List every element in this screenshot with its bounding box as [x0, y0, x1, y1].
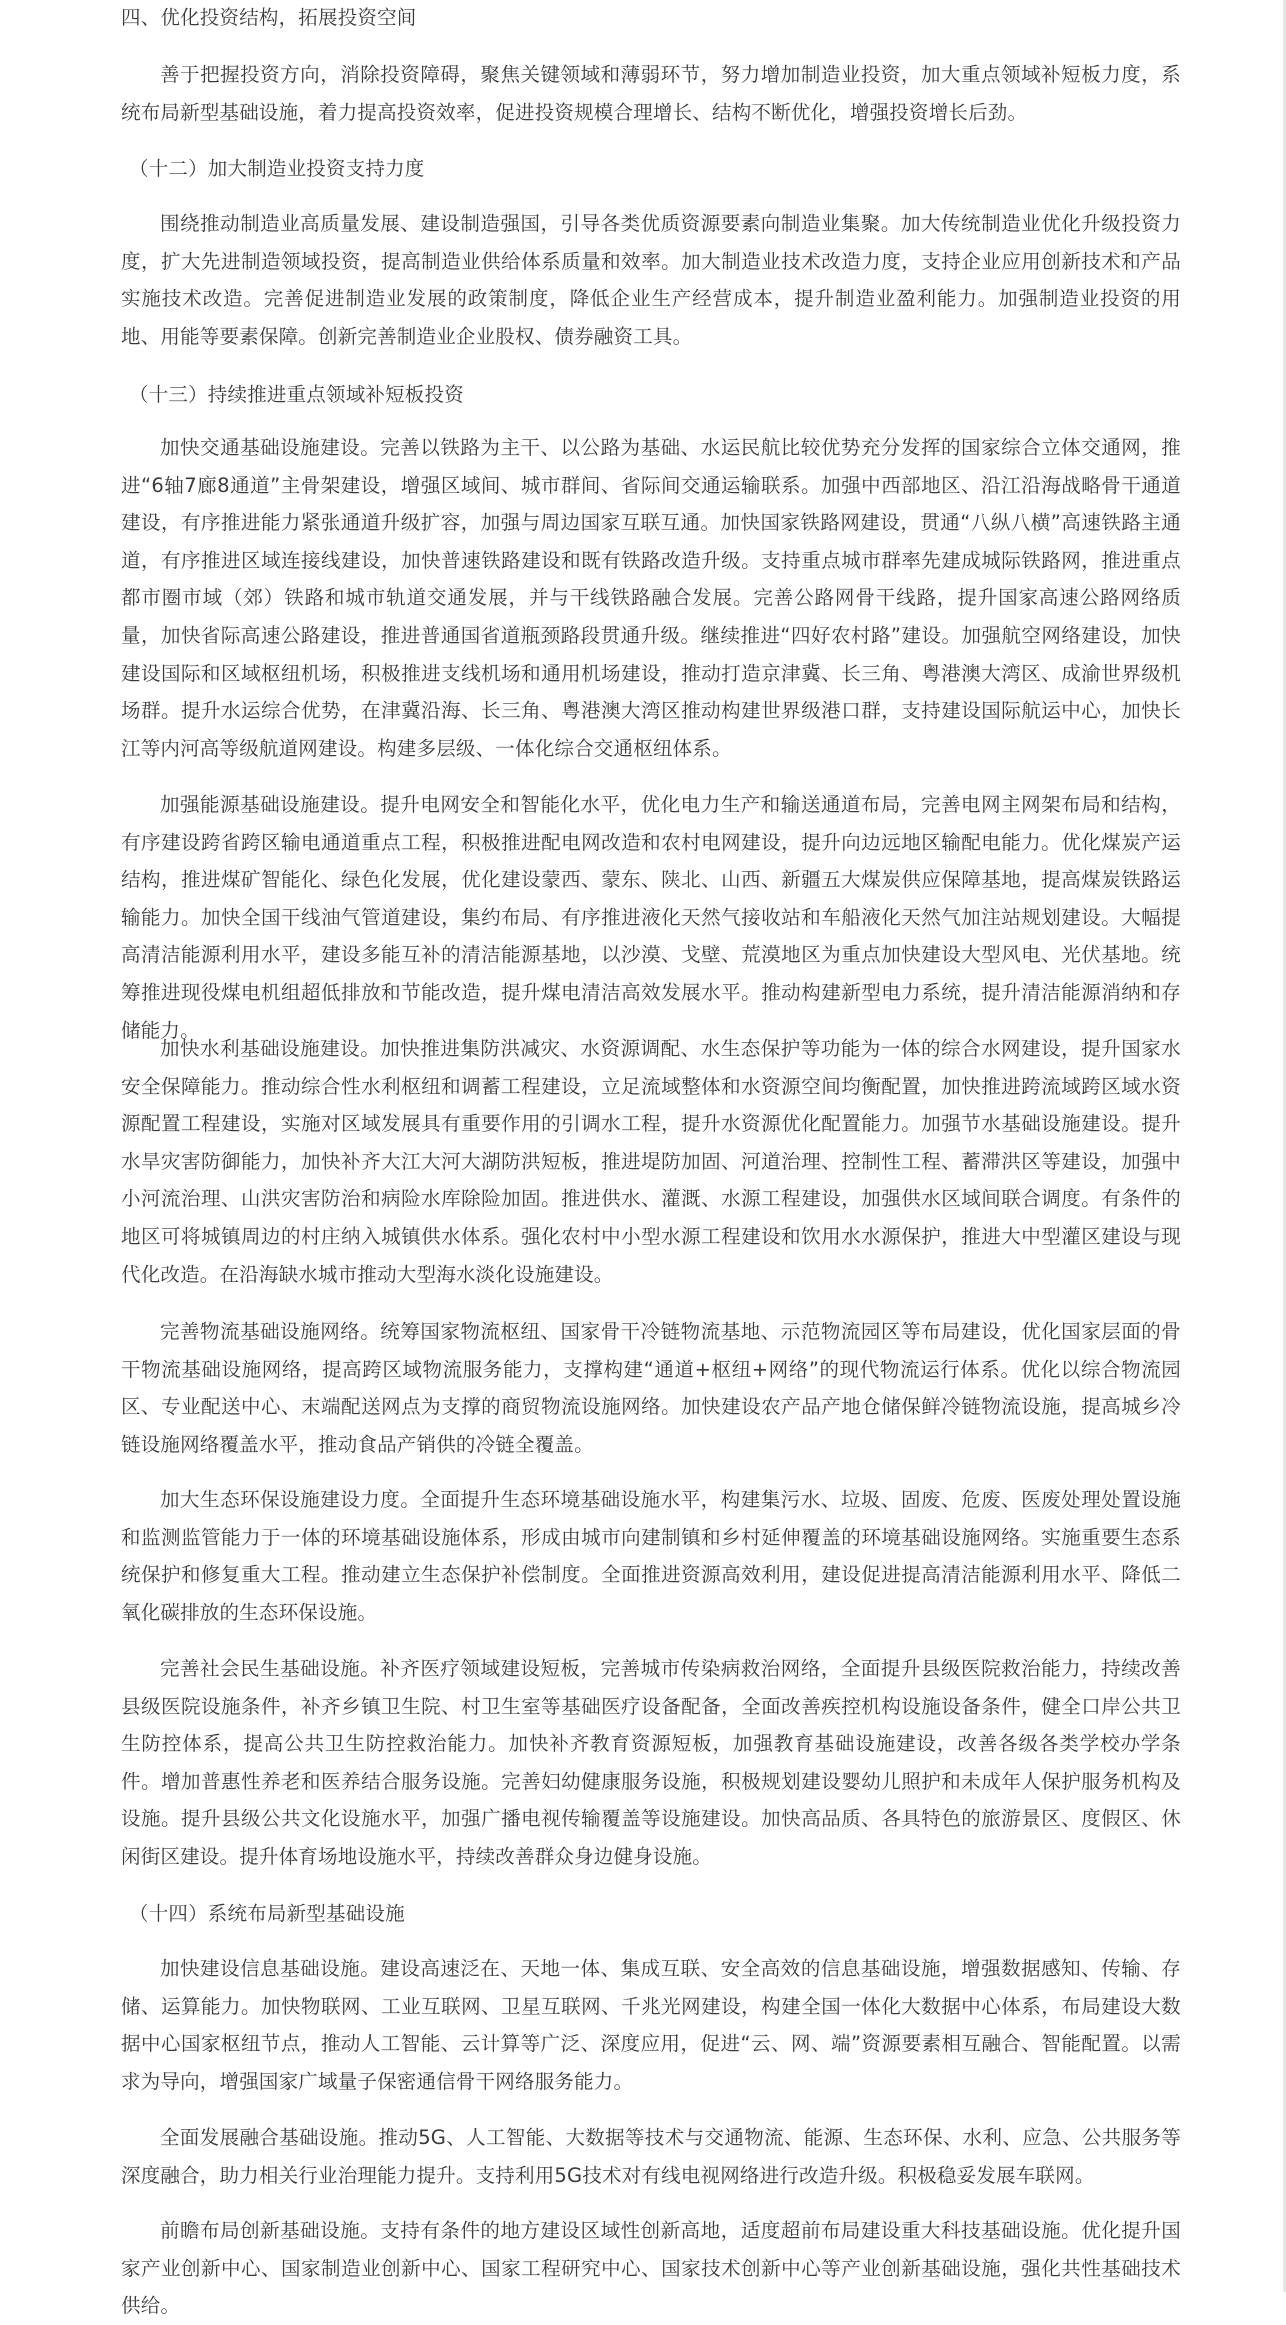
transport-paragraph: 加快交通基础设施建设。完善以铁路为主干、以公路为基础、水运民航比较优势充分发挥的国家综合立体交通网，推进“6轴7廊8通道”主骨架建设，增强区域间、城市群间、省际间交通运输联系。加强中西部地区、沿江沿海战略骨干通道建设，有序推进能力紧张通道升级扩容，加强与周边国家互联互通。加快国家铁路网建设，贯通“八纵八横”高速铁路主通道，有序推进区域连接线建设，加快普速铁路建设和既有铁路改造升级。支持重点城市群率先建成城际铁路网，推进重点都市圈市域（郊）铁路和城市轨道交通发展，并与干线铁路融合发展。完善公路网骨干线路，提升国家高速公路网络质量，加快省际高速公路建设，推进普通国省道瓶颈路段贯通升级。继续推进“四好农村路”建设。加强航空网络建设，加快建设国际和区域枢纽机场，积极推进支线机场和通用机场建设，推动打造京津冀、长三角、粤港澳大湾区、成渝世界级机场群。提升水运综合优势，在津冀沿海、长三角、粤港澳大湾区推动构建世界级港口群，支持建设国际航运中心，加快长江等内河高等级航道网建设。构建多层级、一体化综合交通枢纽体系。 — [121, 436, 1181, 760]
info-infra-paragraph: 加快建设信息基础设施。建设高速泛在、天地一体、集成互联、安全高效的信息基础设施，增强数据感知、传输、存储、运算能力。加快物联网、工业互联网、卫星互联网、千兆光网建设，构建全国一体化大数据中心体系，布局建设大数据中心国家枢纽节点，推动人工智能、云计算等广泛、深度应用，促进“云、网、端”资源要素相互融合、智能配置。以需求为导向，增强国家广域量子保密通信骨干网络服务能力。 — [121, 1957, 1181, 2093]
eco-paragraph: 加大生态环保设施建设力度。全面提升生态环境基础设施水平，构建集污水、垃圾、固废、危废、医废处理处置设施和监测监管能力于一体的环境基础设施体系，形成由城市向建制镇和乡村延伸覆盖的环境基础设施网络。实施重要生态系统保护和修复重大工程。推动建立生态保护补偿制度。全面推进资源高效利用，建设促进提高清洁能源利用水平、降低二氧化碳排放的生态环保设施。 — [121, 1488, 1181, 1624]
intro-paragraph: 善于把握投资方向，消除投资障碍，聚焦关键领域和薄弱环节，努力增加制造业投资，加大重点领域补短板力度，系统布局新型基础设施，着力提高投资效率，促进投资规模合理增长、结构不断优化，增强投资增长后劲。 — [121, 63, 1181, 124]
livelihood-paragraph: 完善社会民生基础设施。补齐医疗领域建设短板，完善城市传染病救治网络，全面提升县级医院救治能力，持续改善县级医院设施条件，补齐乡镇卫生院、村卫生室等基础医疗设备配备，全面改善疾控机构设施设备条件，健全口岸公共卫生防控体系，提高公共卫生防控救治能力。加快补齐教育资源短板，加强教育基础设施建设，改善各级各类学校办学条件。增加普惠性养老和医养结合服务设施。完善妇幼健康服务设施，积极规划建设婴幼儿照护和未成年人保护服务机构及设施。提升县级公共文化设施水平，加强广播电视传输覆盖等设施建设。加快高品质、各具特色的旅游景区、度假区、休闲街区建设。提升体育场地设施水平，持续改善群众身边健身设施。 — [121, 1657, 1181, 1868]
fusion-infra-paragraph: 全面发展融合基础设施。推动5G、人工智能、大数据等技术与交通物流、能源、生态环保、水利、应急、公共服务等深度融合，助力相关行业治理能力提升。支持利用5G技术对有线电视网络进行改造升级。积极稳妥发展车联网。 — [121, 2126, 1181, 2187]
logistics-paragraph: 完善物流基础设施网络。统筹国家物流枢纽、国家骨干冷链物流基地、示范物流园区等布局建设，优化国家层面的骨干物流基础设施网络，提高跨区域物流服务能力，支撑构建“通道+枢纽+网络”的现代物流运行体系。优化以综合物流园区、专业配送中心、末端配送网点为支撑的商贸物流设施网络。加快建设农产品产地仓储保鲜冷链物流设施，提高城乡冷链设施网络覆盖水平，推动食品产销供的冷链全覆盖。 — [121, 1320, 1181, 1456]
subsection-12-paragraph: 围绕推动制造业高质量发展、建设制造强国，引导各类优质资源要素向制造业集聚。加大传统制造业优化升级投资力度，扩大先进制造领域投资，提高制造业供给体系质量和效率。加大制造业技术改造力度，支持企业应用创新技术和产品实施技术改造。完善促进制造业发展的政策制度，降低企业生产经营成本，提升制造业盈利能力。加强制造业投资的用地、用能等要素保障。创新完善制造业企业股权、债券融资工具。 — [121, 212, 1181, 348]
subsection-14-title: （十四）系统布局新型基础设施 — [129, 1902, 405, 1925]
subsection-13-title: （十三）持续推进重点领域补短板投资 — [129, 383, 464, 406]
water-paragraph: 加快水利基础设施建设。加快推进集防洪减灾、水资源调配、水生态保护等功能为一体的综合水网建设，提升国家水安全保障能力。推动综合性水利枢纽和调蓄工程建设，立足流域整体和水资源空间均衡配置，加快推进跨流域跨区域水资源配置工程建设，实施对区域发展具有重要作用的引调水工程，提升水资源优化配置能力。加强节水基础设施建设。提升水旱灾害防御能力，加快补齐大江大河大湖防洪短板，推进堤防加固、河道治理、控制性工程、蓄滞洪区等建设，加强中小河流治理、山洪灾害防治和病险水库除险加固。推进供水、灌溉、水源工程建设，加强供水区域间联合调度。有条件的地区可将城镇周边的村庄纳入城镇供水体系。强化农村中小型水源工程建设和饮用水水源保护，推进大中型灌区建设与现代化改造。在沿海缺水城市推动大型海水淡化设施建设。 — [121, 1037, 1181, 1286]
section-title: 四、优化投资结构，拓展投资空间 — [121, 6, 417, 29]
innovation-infra-paragraph: 前瞻布局创新基础设施。支持有条件的地方建设区域性创新高地，适度超前布局建设重大科技基础设施。优化提升国家产业创新中心、国家制造业创新中心、国家工程研究中心、国家技术创新中心等产业创新基础设施，强化共性基础技术供给。 — [121, 2219, 1181, 2318]
energy-paragraph: 加强能源基础设施建设。提升电网安全和智能化水平，优化电力生产和输送通道布局，完善电网主网架布局和结构，有序建设跨省跨区输电通道重点工程，积极推进配电网改造和农村电网建设，提升向边远地区输配电能力。优化煤炭产运结构，推进煤矿智能化、绿色化发展，优化建设蒙西、蒙东、陕北、山西、新疆五大煤炭供应保障基地，提高煤炭铁路运输能力。加快全国干线油气管道建设，集约布局、有序推进液化天然气接收站和车船液化天然气加注站规划建设。大幅提高清洁能源利用水平，建设多能互补的清洁能源基地，以沙漠、戈壁、荒漠地区为重点加快建设大型风电、光伏基地。统筹推进现役煤电机组超低排放和节能改造，提升煤电清洁高效发展水平。推动构建新型电力系统，提升清洁能源消纳和存储能力。 — [121, 793, 1181, 1042]
subsection-12-title: （十二）加大制造业投资支持力度 — [129, 157, 425, 180]
